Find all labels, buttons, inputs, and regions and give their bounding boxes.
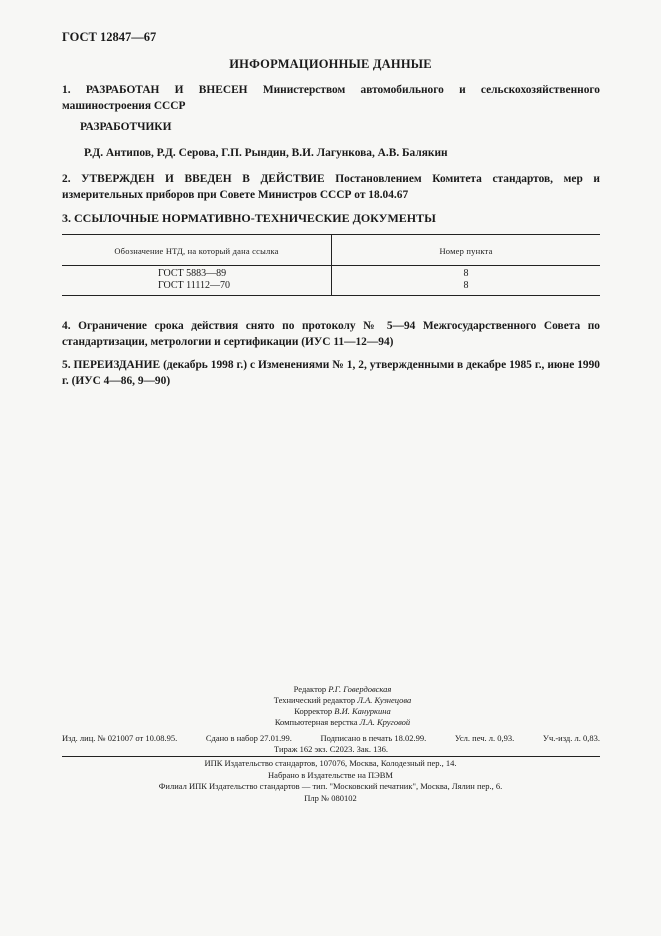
section-text: Ограничение срока действия снято по протоколу № 5—94 Межгосударственного Совета по стандартизации, метрологии и сертификации (ИУС 11—12—94)	[62, 320, 600, 348]
credit-layout: Компьютерная верстка Л.А. Круговой	[274, 717, 411, 727]
credit-tech-editor: Технический редактор Л.А. Кузнецова	[273, 695, 412, 705]
section-text: (декабрь 1998 г.) с Изменениями № 1, 2, утвержденными в декабре 1985 г., июне 1990 г. (ИУС 4—86, 9—90)	[62, 359, 600, 387]
section-5	[62, 358, 600, 389]
section-2	[62, 172, 600, 203]
table-header-item: Номер пункта	[439, 246, 493, 256]
section-number: 2.	[62, 173, 71, 185]
publisher-line: Плр № 080102	[304, 792, 357, 803]
section-3	[62, 211, 600, 227]
circulation-info: Тираж 162 экз. С2023. Зак. 136.	[274, 744, 388, 754]
table-cell-doc: ГОСТ 11112—70	[158, 280, 231, 291]
license-info: Изд. лиц. № 021007 от 10.08.95.	[62, 733, 178, 743]
section-text: Постановлением Комитета стандартов, мер и измерительных приборов при Совете Министров СССР от 18.04.67	[62, 173, 600, 201]
developers-list: Р.Д. Антипов, Р.Д. Серова, Г.П. Рындин, В.И. Лагункова, А.В. Балякин	[84, 147, 448, 159]
printing-info	[62, 733, 600, 755]
page-title: ИНФОРМАЦИОННЫЕ ДАННЫЕ	[229, 57, 432, 71]
section-4	[62, 319, 600, 350]
section-heading: ПЕРЕИЗДАНИЕ	[73, 359, 161, 371]
table-cell-item: 8	[463, 268, 469, 279]
document-header: ГОСТ 12847—67	[62, 30, 157, 44]
publisher-line: Набрано в Издательстве на ПЭВМ	[268, 769, 393, 780]
references-table	[62, 234, 600, 296]
divider	[62, 756, 600, 757]
table-cell-item: 8	[463, 280, 469, 291]
signed-info: Подписано в печать 18.02.99.	[320, 733, 427, 743]
credit-corrector: Корректор В.И. Кануркина	[294, 706, 391, 716]
section-number: 1.	[62, 84, 71, 96]
table-cell-doc: ГОСТ 5883—89	[158, 268, 227, 279]
table-header-document: Обозначение НТД, на который дана ссылка	[114, 246, 279, 256]
publisher-line: ИПК Издательство стандартов, 107076, Москва, Колодезный пер., 14.	[204, 758, 457, 768]
credit-editor: Редактор Р.Г. Говердовская	[293, 684, 392, 694]
section-heading: ССЫЛОЧНЫЕ НОРМАТИВНО-ТЕХНИЧЕСКИЕ ДОКУМЕНТЫ	[74, 211, 436, 225]
sent-info: Сдано в набор 27.01.99.	[205, 733, 292, 743]
publisher-block	[0, 758, 661, 804]
credits-block	[0, 684, 661, 728]
section-number: 4.	[62, 320, 71, 332]
section-1	[62, 83, 600, 114]
publisher-line: Филиал ИПК Издательство стандартов — тип. "Московский печатник", Москва, Лялин пер., 6.	[158, 781, 503, 791]
section-heading: РАЗРАБОТАН И ВНЕСЕН	[85, 84, 248, 96]
pub-sheets-info: Уч.-изд. л. 0,83.	[542, 733, 600, 743]
section-text: Министерством автомобильного и сельскохозяйственного машиностроения СССР	[62, 84, 600, 112]
section-number: 5.	[62, 359, 71, 371]
sheets-info: Усл. печ. л. 0,93.	[454, 733, 515, 743]
developers-heading: РАЗРАБОТЧИКИ	[80, 121, 172, 133]
section-number: 3.	[62, 211, 71, 225]
section-heading: УТВЕРЖДЕН И ВВЕДЕН В ДЕЙСТВИЕ	[81, 173, 325, 185]
